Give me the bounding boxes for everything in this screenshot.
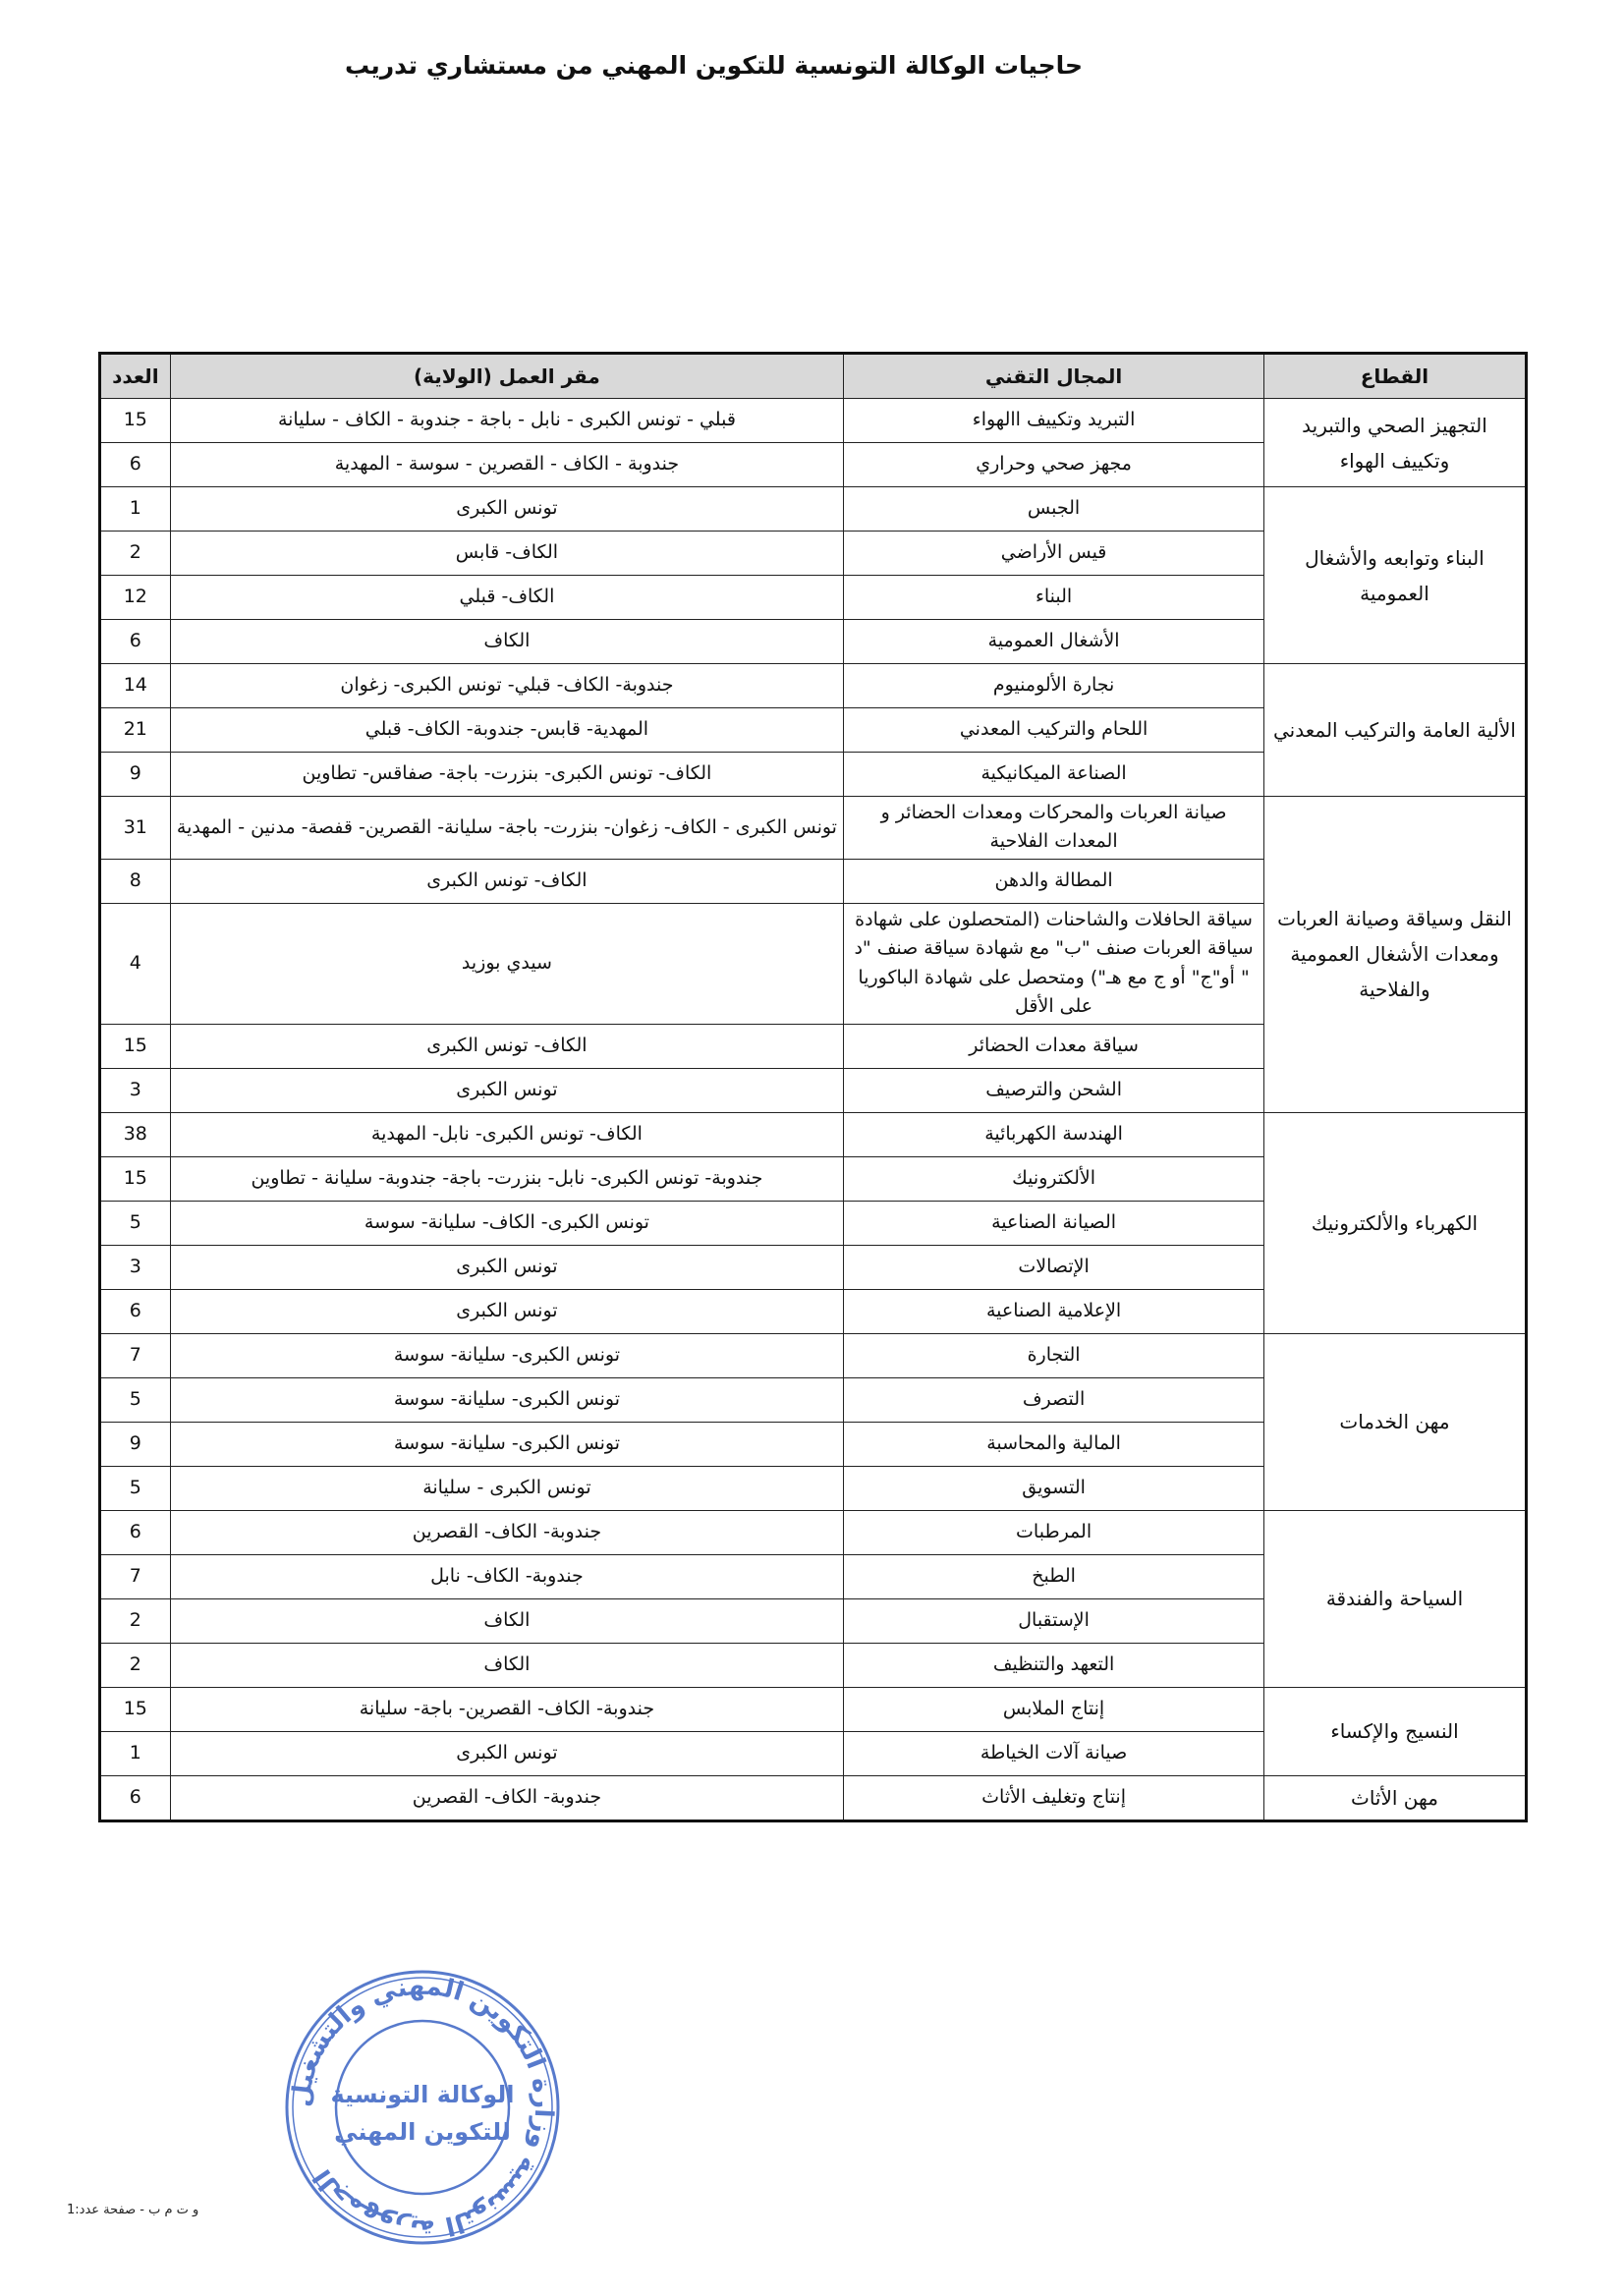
count-cell: 5 [100, 1466, 171, 1510]
field-cell: قيس الأراضي [844, 532, 1264, 576]
field-cell: التبريد وتكييف االهواء [844, 399, 1264, 443]
field-cell: التجارة [844, 1333, 1264, 1377]
count-cell: 5 [100, 1377, 171, 1422]
field-cell: الأشغال العمومية [844, 620, 1264, 664]
location-cell: تونس الكبرى [170, 1068, 844, 1112]
count-cell: 1 [100, 1731, 171, 1775]
location-cell: الكاف [170, 1598, 844, 1643]
location-cell: جندوبة - الكاف - القصرين - سوسة - المهدية [170, 443, 844, 487]
sector-cell: النسيج والإكساء [1263, 1687, 1526, 1775]
table-row [100, 1333, 1527, 1377]
count-cell: 6 [100, 1289, 171, 1333]
sector-cell: الكهرباء والألكترونيك [1263, 1112, 1526, 1333]
location-cell: جندوبة- الكاف- القصرين [170, 1510, 844, 1554]
field-cell: صيانة العربات والمحركات ومعدات الحضائر و المعدات الفلاحية [844, 797, 1264, 860]
stamp-inner-line2: للتكوين المهني [334, 2118, 511, 2146]
location-cell: جندوبة- الكاف- القصرين [170, 1775, 844, 1820]
sector-cell: مهن الأثاث [1263, 1775, 1526, 1820]
sector-cell: التجهيز الصحي والتبريد وتكييف الهواء [1263, 399, 1526, 487]
location-cell: الكاف- تونس الكبرى- بنزرت- باجة- صفاقس- تطاوين [170, 753, 844, 797]
location-cell: قبلي - تونس الكبرى - نابل - باجة - جندوبة - الكاف - سليانة [170, 399, 844, 443]
count-cell: 6 [100, 1510, 171, 1554]
sector-cell: النقل وسياقة وصيانة العربات ومعدات الأشغال العمومية والفلاحية [1263, 797, 1526, 1113]
location-cell: تونس الكبرى [170, 1731, 844, 1775]
location-cell: سيدي بوزيد [170, 903, 844, 1024]
count-cell: 7 [100, 1333, 171, 1377]
count-cell: 6 [100, 443, 171, 487]
field-cell: الإعلامية الصناعية [844, 1289, 1264, 1333]
table-row [100, 1510, 1527, 1554]
count-cell: 3 [100, 1245, 171, 1289]
field-cell: الجبس [844, 487, 1264, 532]
sector-cell: السياحة والفندقة [1263, 1510, 1526, 1687]
sector-cell: الألية العامة والتركيب المعدني [1263, 664, 1526, 797]
location-cell: الكاف- تونس الكبرى [170, 859, 844, 903]
table-row [100, 664, 1527, 708]
count-cell: 15 [100, 1156, 171, 1201]
location-cell: جندوبة- الكاف- نابل [170, 1554, 844, 1598]
location-cell: الكاف- تونس الكبرى- نابل- المهدية [170, 1112, 844, 1156]
page-title: حاجيات الوكالة التونسية للتكوين المهني من مستشاري تدريب [344, 51, 1084, 80]
field-cell: المرطبات [844, 1510, 1264, 1554]
location-cell: تونس الكبرى- الكاف- سليانة- سوسة [170, 1201, 844, 1245]
location-cell: تونس الكبرى- سليانة- سوسة [170, 1377, 844, 1422]
location-cell: الكاف- تونس الكبرى [170, 1024, 844, 1068]
needs-table [98, 352, 1528, 1822]
count-cell: 4 [100, 903, 171, 1024]
count-cell: 15 [100, 399, 171, 443]
header-sector: القطاع [1263, 354, 1526, 399]
field-cell: الشحن والترصيف [844, 1068, 1264, 1112]
location-cell: جندوبة- الكاف- القصرين- باجة- سليانة [170, 1687, 844, 1731]
field-cell: الهندسة الكهربائية [844, 1112, 1264, 1156]
location-cell: تونس الكبرى [170, 487, 844, 532]
count-cell: 21 [100, 708, 171, 753]
location-cell: تونس الكبرى [170, 1289, 844, 1333]
field-cell: صيانة آلات الخياطة [844, 1731, 1264, 1775]
field-cell: الألكترونيك [844, 1156, 1264, 1201]
count-cell: 9 [100, 753, 171, 797]
field-cell: اللحام والتركيب المعدني [844, 708, 1264, 753]
table-row [100, 797, 1527, 860]
field-cell: نجارة الألومنيوم [844, 664, 1264, 708]
field-cell: إنتاج الملابس [844, 1687, 1264, 1731]
needs-table-container [98, 352, 1528, 1822]
field-cell: إنتاج وتغليف الأثاث [844, 1775, 1264, 1820]
table-header-row [100, 354, 1527, 399]
stamp-outer-text: الجمهورية التونسية وزارة التكوين المهني والتشغيل [286, 1971, 559, 2244]
field-cell: التعهد والتنظيف [844, 1643, 1264, 1687]
location-cell: الكاف- قابس [170, 532, 844, 576]
location-cell: المهدية- قابس- جندوبة- الكاف- قبلي [170, 708, 844, 753]
location-cell: تونس الكبرى [170, 1245, 844, 1289]
page-footer: و ت م ب - صفحة عدد:1 [67, 2203, 199, 2217]
count-cell: 12 [100, 576, 171, 620]
field-cell: الإتصالات [844, 1245, 1264, 1289]
field-cell: الطبخ [844, 1554, 1264, 1598]
count-cell: 9 [100, 1422, 171, 1466]
field-cell: المطالة والدهن [844, 859, 1264, 903]
field-cell: الصناعة الميكانيكية [844, 753, 1264, 797]
field-cell: التسويق [844, 1466, 1264, 1510]
location-cell: الكاف [170, 1643, 844, 1687]
location-cell: جندوبة- الكاف- قبلي- تونس الكبرى- زغوان [170, 664, 844, 708]
field-cell: الصيانة الصناعية [844, 1201, 1264, 1245]
stamp-inner-line1: الوكالة التونسية [330, 2081, 515, 2108]
location-cell: تونس الكبرى- سليانة- سوسة [170, 1333, 844, 1377]
count-cell: 15 [100, 1687, 171, 1731]
table-row [100, 1687, 1527, 1731]
count-cell: 2 [100, 1598, 171, 1643]
field-cell: البناء [844, 576, 1264, 620]
sector-cell: مهن الخدمات [1263, 1333, 1526, 1510]
field-cell: الإستقبال [844, 1598, 1264, 1643]
location-cell: الكاف- قبلي [170, 576, 844, 620]
count-cell: 2 [100, 532, 171, 576]
count-cell: 1 [100, 487, 171, 532]
count-cell: 5 [100, 1201, 171, 1245]
count-cell: 3 [100, 1068, 171, 1112]
table-row [100, 1775, 1527, 1820]
table-row [100, 1112, 1527, 1156]
count-cell: 14 [100, 664, 171, 708]
field-cell: المالية والمحاسبة [844, 1422, 1264, 1466]
count-cell: 15 [100, 1024, 171, 1068]
location-cell: تونس الكبرى- سليانة- سوسة [170, 1422, 844, 1466]
field-cell: سياقة معدات الحضائر [844, 1024, 1264, 1068]
table-body [100, 399, 1527, 1821]
count-cell: 6 [100, 1775, 171, 1820]
count-cell: 31 [100, 797, 171, 860]
official-stamp [280, 1965, 565, 2250]
location-cell: تونس الكبرى - الكاف- زغوان- بنزرت- باجة- سليانة- القصرين- قفصة- مدنين - المهدية [170, 797, 844, 860]
header-count: العدد [100, 354, 171, 399]
count-cell: 38 [100, 1112, 171, 1156]
field-cell: سياقة الحافلات والشاحنات (المتحصلون على شهادة سياقة العربات صنف "ب" مع شهادة سياقة صنف "د " أو"ج" أو ج مع هـ") ومتحصل على شهادة الباكوريا على الأقل [844, 903, 1264, 1024]
location-cell: تونس الكبرى - سليانة [170, 1466, 844, 1510]
count-cell: 6 [100, 620, 171, 664]
header-field: المجال التقني [844, 354, 1264, 399]
field-cell: التصرف [844, 1377, 1264, 1422]
count-cell: 8 [100, 859, 171, 903]
field-cell: مجهز صحي وحراري [844, 443, 1264, 487]
header-location: مقر العمل (الولاية) [170, 354, 844, 399]
location-cell: الكاف [170, 620, 844, 664]
count-cell: 7 [100, 1554, 171, 1598]
table-row [100, 487, 1527, 532]
table-row [100, 399, 1527, 443]
count-cell: 2 [100, 1643, 171, 1687]
sector-cell: البناء وتوابعه والأشغال العمومية [1263, 487, 1526, 664]
location-cell: جندوبة- تونس الكبرى- نابل- بنزرت- باجة- جندوبة- سليانة - تطاوين [170, 1156, 844, 1201]
